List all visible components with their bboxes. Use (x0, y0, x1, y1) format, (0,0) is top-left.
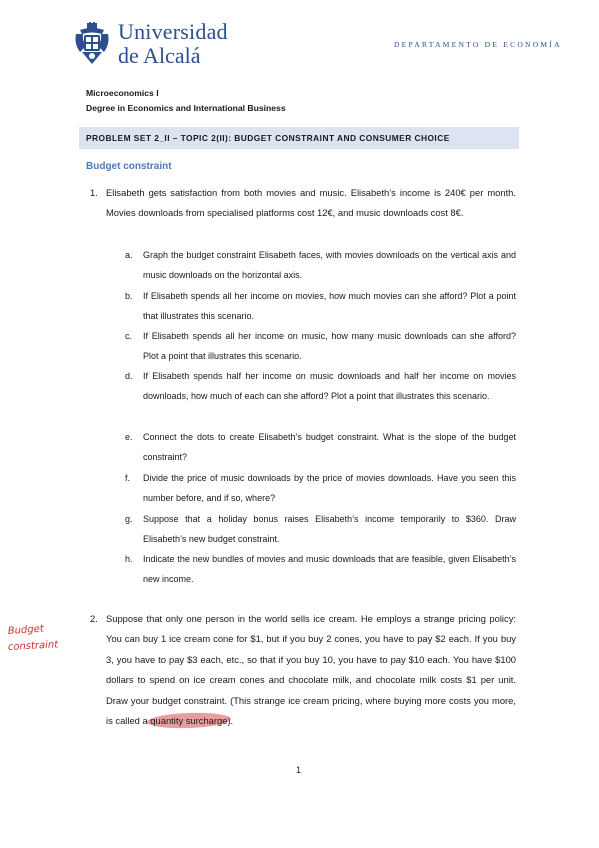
department-label: DEPARTAMENTO DE ECONOMÍA (394, 40, 562, 49)
problem-set-title: PROBLEM SET 2_II – TOPIC 2(II): BUDGET CONSTRAINT AND CONSUMER CHOICE (86, 133, 450, 143)
item-letter: a. (125, 250, 133, 260)
university-name-line1: Universidad (118, 19, 228, 44)
list-item: Divide the price of music downloads by the price of movies downloads. Have you seen this number before, and if so, where? (143, 473, 516, 504)
handwritten-note-line2: constraint (7, 639, 59, 653)
course-degree: Degree in Economics and International Business (86, 103, 286, 113)
question-2-number: 2. (90, 613, 98, 624)
list-item: Indicate the new bundles of movies and music downloads that are feasible, given Elisabeth’s new income. (143, 554, 516, 585)
item-letter: f. (125, 473, 131, 483)
question-1 (106, 183, 516, 224)
list-item: If Elisabeth spends half her income on music downloads and half her income on movies downloads, how much of each can she afford? Plot a point that illustrates this scenario. (143, 371, 516, 402)
list-item: If Elisabeth spends all her income on movies, how much movies can she afford? Plot a point that illustrates this scenario. (143, 291, 516, 322)
list-item: Connect the dots to create Elisabeth’s budget constraint. What is the slope of the budget constraint? (143, 432, 516, 463)
handwritten-note-line1: Budget (7, 623, 45, 637)
university-name-line2: de Alcalá (118, 43, 201, 68)
item-letter: e. (125, 432, 133, 442)
course-info (86, 86, 286, 116)
item-letter: b. (125, 291, 133, 301)
course-title: Microeconomics I (86, 88, 159, 98)
item-letter: g. (125, 514, 133, 524)
question-2-text: Suppose that only one person in the world sells ice cream. He employs a strange pricing policy: You can buy 1 ice cream cone for $1, but if you buy 2 cones, you have to pay $2 each. If you buy 3, you have to pay $3 each, etc., so that if you buy 10, you have to pay $10 each. You have $100 dollars to spend on ice cream cones and chocolate milk, and chocolate milk costs $1 per unit. Draw your budget constraint. (This strange ice cream pricing, where buying more costs you more, is called a (106, 613, 516, 727)
handwritten-note (6, 620, 66, 660)
question-1-number: 1. (90, 187, 98, 198)
question-2-text-end: ). (227, 715, 234, 727)
list-item: If Elisabeth spends all her income on music, how many music downloads can she afford? Plot a point that illustrates this scenario. (143, 331, 516, 362)
item-letter: c. (125, 331, 133, 341)
question-1-text: Elisabeth gets satisfaction from both movies and music. Elisabeth’s income is 240€ per month. Movies downloads from specialised platforms cost 12€, and music downloads cost 8€. (106, 187, 516, 219)
item-letter: d. (125, 371, 133, 381)
page-number: 1 (296, 765, 302, 775)
item-letter: h. (125, 554, 133, 564)
problem-set-banner (79, 127, 519, 149)
list-item: Suppose that a holiday bonus raises Elisabeth’s income temporarily to $360. Draw Elisabeth’s new budget constraint. (143, 514, 516, 545)
question-2 (106, 609, 516, 731)
list-item: Graph the budget constraint Elisabeth faces, with movies downloads on the vertical axis and music downloads on the horizontal axis. (143, 250, 516, 281)
highlighted-term: quantity surcharge (150, 715, 228, 727)
section-heading: Budget constraint (86, 161, 172, 172)
university-crest-icon (72, 22, 112, 66)
